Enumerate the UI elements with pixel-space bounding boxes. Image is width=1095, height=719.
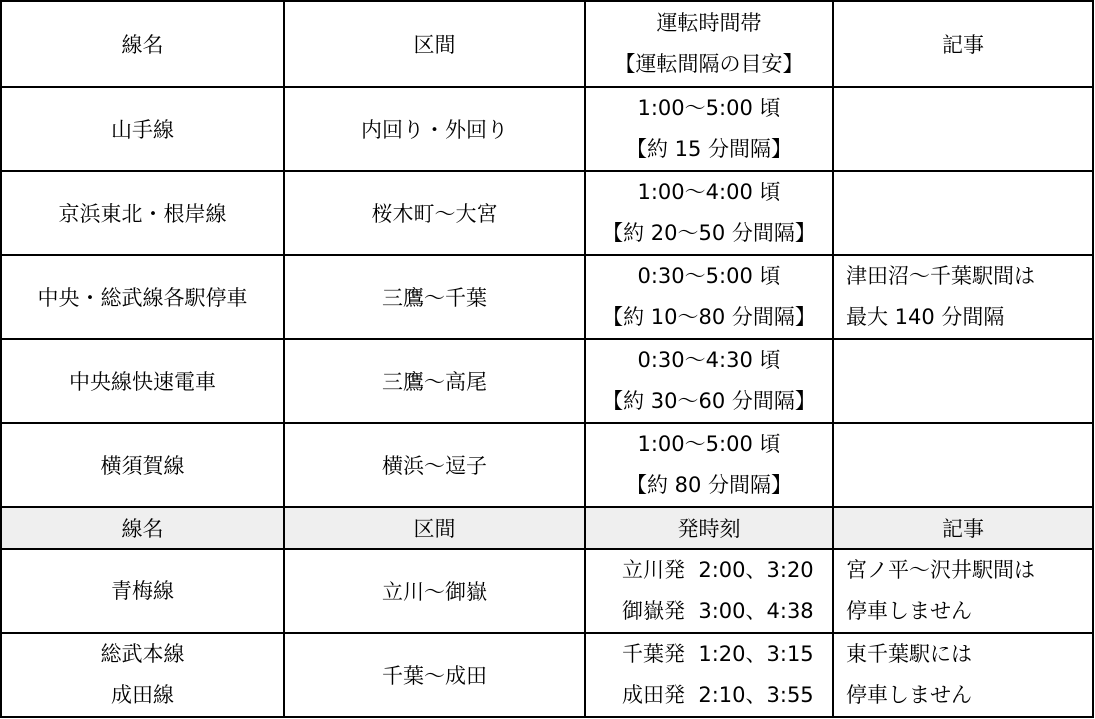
table-row: [1, 171, 1093, 255]
interval: 【約 30～60 分間隔】: [602, 389, 816, 413]
header-note: 記事: [833, 507, 1093, 549]
time-band: 0:30～4:30 頃: [637, 348, 781, 372]
note-cell: [833, 255, 1093, 339]
time-cell: [585, 171, 833, 255]
note-cell: [833, 423, 1093, 507]
departure-line-2: 御嶽発 3:00、4:38: [622, 599, 814, 623]
line-name-cell: 中央線快速電車: [1, 339, 284, 423]
note-line-2: [846, 129, 1092, 170]
table-row: [1, 633, 1093, 717]
time-cell: [585, 255, 833, 339]
line-name-cell: 中央・総武線各駅停車: [1, 255, 284, 339]
note-cell: [833, 549, 1093, 633]
table-row: [1, 549, 1093, 633]
table-row: [1, 255, 1093, 339]
line-name-cell: [1, 549, 284, 633]
section-cell: 立川～御嶽: [284, 549, 585, 633]
departure-cell: [585, 633, 833, 717]
header-line-name: 線名: [1, 507, 284, 549]
note-line-2: 停車しません: [846, 599, 972, 623]
note-line-2: [846, 465, 1092, 506]
note-line-2: [846, 213, 1092, 254]
note-line-1: 東千葉駅には: [846, 642, 972, 666]
line-name-1: 総武本線: [100, 642, 185, 666]
table-row: [1, 339, 1093, 423]
header-time-band-title: 運転時間帯: [656, 11, 762, 35]
interval: 【約 15 分間隔】: [625, 137, 793, 161]
header-section: 区間: [284, 507, 585, 549]
note-line-1: 宮ノ平～沢井駅間は: [846, 558, 1035, 582]
note-line-1: [846, 88, 1092, 129]
note-line-2: [846, 381, 1092, 422]
section-cell: 千葉～成田: [284, 633, 585, 717]
section-cell: 桜木町～大宮: [284, 171, 585, 255]
section-cell: 内回り・外回り: [284, 87, 585, 171]
note-line-2: 最大 140 分間隔: [846, 305, 1005, 329]
time-cell: [585, 339, 833, 423]
header-line-name: 線名: [1, 1, 284, 87]
line-name-cell: 山手線: [1, 87, 284, 171]
interval: 【約 80 分間隔】: [625, 473, 793, 497]
note-line-2: 停車しません: [846, 683, 972, 707]
header-time-band: [585, 1, 833, 87]
section-cell: 三鷹～千葉: [284, 255, 585, 339]
time-band: 1:00～4:00 頃: [637, 180, 781, 204]
time-cell: [585, 423, 833, 507]
time-band: 0:30～5:00 頃: [637, 264, 781, 288]
departure-line-2: 成田発 2:10、3:55: [622, 683, 814, 707]
header-departure: 発時刻: [585, 507, 833, 549]
line-name-2: 成田線: [111, 683, 174, 707]
departure-cell: [585, 549, 833, 633]
note-line-1: [846, 340, 1092, 381]
line-name-cell: 京浜東北・根岸線: [1, 171, 284, 255]
section-cell: 三鷹～高尾: [284, 339, 585, 423]
note-line-1: [846, 424, 1092, 465]
header-row: [1, 1, 1093, 87]
time-band: 1:00～5:00 頃: [637, 96, 781, 120]
line-name-1: 青梅線: [111, 578, 174, 603]
interval: 【約 10～80 分間隔】: [602, 305, 816, 329]
note-cell: [833, 171, 1093, 255]
note-line-1: [846, 172, 1092, 213]
header-time-band-sub: 【運転間隔の目安】: [614, 52, 804, 76]
time-cell: [585, 87, 833, 171]
note-line-1: 津田沼～千葉駅間は: [846, 264, 1035, 288]
line-name-cell: [1, 633, 284, 717]
note-cell: [833, 633, 1093, 717]
header-note: 記事: [833, 1, 1093, 87]
line-name-cell: 横須賀線: [1, 423, 284, 507]
section-cell: 横浜～逗子: [284, 423, 585, 507]
table-row: [1, 423, 1093, 507]
note-cell: [833, 339, 1093, 423]
time-band: 1:00～5:00 頃: [637, 432, 781, 456]
header-section: 区間: [284, 1, 585, 87]
note-cell: [833, 87, 1093, 171]
departure-line-1: 千葉発 1:20、3:15: [622, 642, 814, 666]
interval: 【約 20～50 分間隔】: [602, 221, 816, 245]
departure-line-1: 立川発 2:00、3:20: [622, 558, 814, 582]
header-row-2: [1, 507, 1093, 549]
table-row: [1, 87, 1093, 171]
